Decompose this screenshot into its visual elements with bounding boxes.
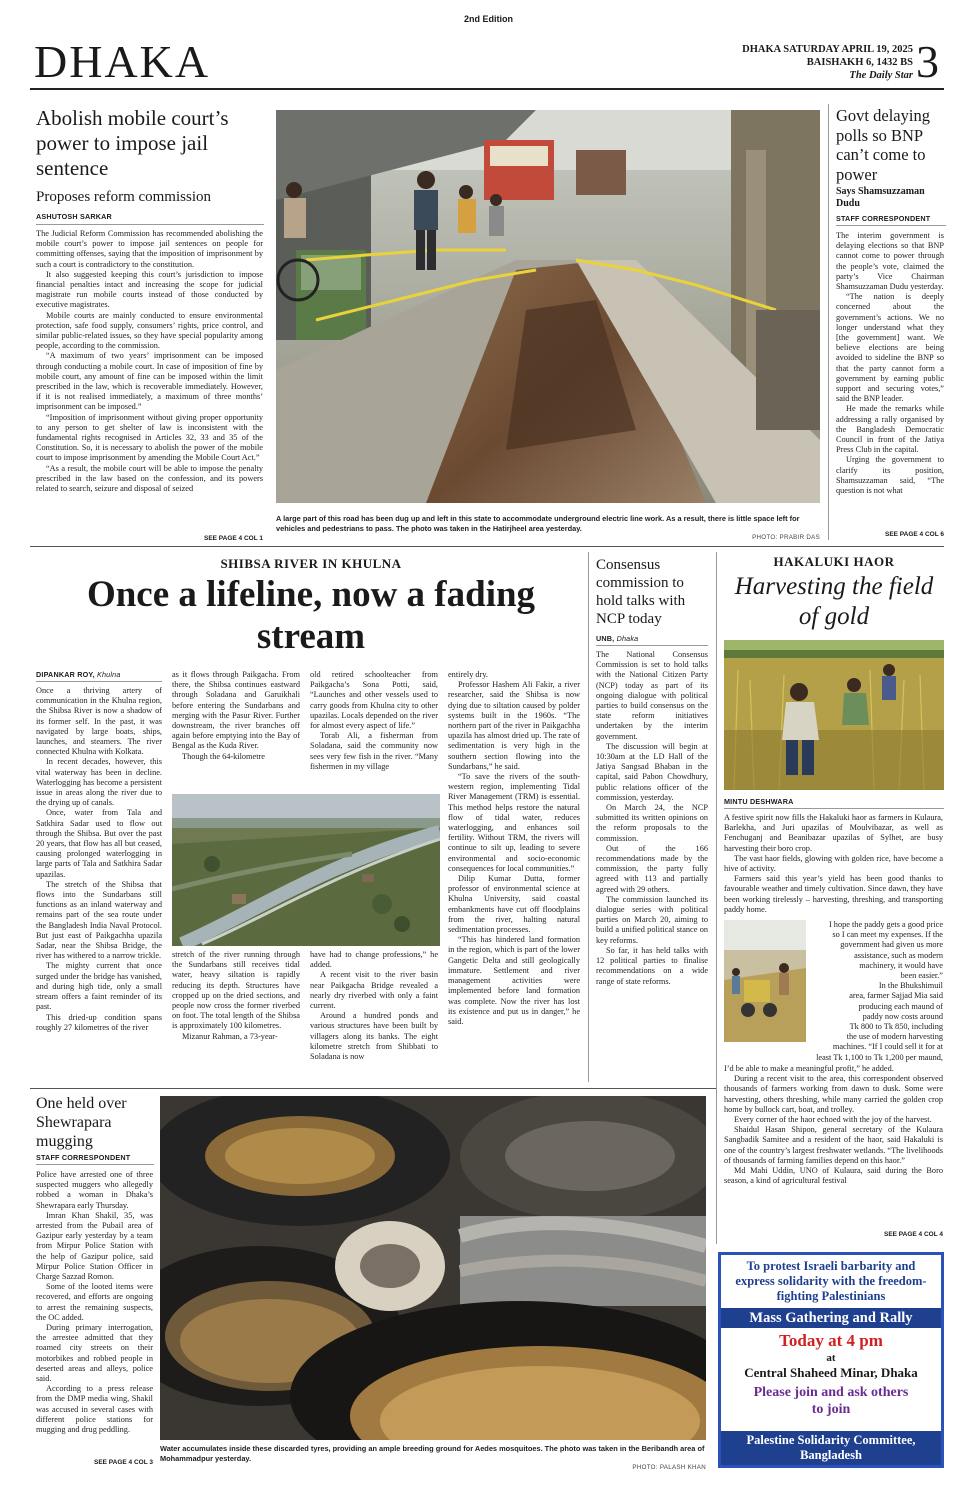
paragraph: During a recent visit to the area, this correspondent observed thousands of farmers working from dawn to dusk. Some were harvesting, others threshing, while many carried the golden crop home by bullock cart, boat, and trolley. [724,1074,943,1114]
paragraph: The stretch of the Shibsa that flows into the Sundarbans still functions as an inland waterway and remains part of the sea route under the Bangladesh India Naval Protocol. But just east of Paikgachha upazila Sadar, near the Shibsa Bridge, the river has withered to a narrow trickle. [36,879,162,961]
road-dug-photo [276,110,820,503]
paragraph: Once a thriving artery of communication in the Khulna region, the Shibsa River is now a shadow of its former self. In the past, it was navigated by large boats, ships, launches, and steamers. The river connected Khulna with Kolkata. [36,686,162,757]
paragraph: Some of the looted items were recovered, and efforts are ongoing to arrest the remaining suspects, the OC added. [36,1282,153,1322]
page-number: 3 [916,36,939,87]
paragraph: Dilip Kumar Dutta, former professor of environmental science at Khulna University, said coastal embankments have cut off floodplains from the river, halting natural sedimentation processes. [448,874,580,935]
ad-invite: Please join and ask others to join [753,1385,909,1417]
hakaluki-byline-rule [724,808,944,809]
paragraph: According to a press release from the DMP media wing, Shakil was accused in several cases with different police stations for mugging and drug peddling. [36,1384,153,1435]
wrap-line: the use of modern harvesting [846,1032,943,1042]
paragraph: So far, it has held talks with 12 political parties to finalise recommendations on a wide range of state reforms. [596,945,708,986]
consensus-body [596,650,708,1082]
consensus-byline-place: Dhaka [616,634,639,643]
hakaluki-kicker: HAKALUKI HAOR [773,554,895,569]
ad-banner: Mass Gathering and Rally [721,1308,941,1328]
bottom-photo-caption: Water accumulates inside these discarded tyres, providing an ample breeding ground for Aedes mosquitoes. The photo was taken in the Beribandh area of Mohammadpur yesterday. [160,1444,705,1463]
consensus-byline-name: UNB, [596,634,615,643]
paragraph: Shaidul Hasan Shipon, general secretary of the Kulaura Sangbadik Samitee and a resident of the haor, said Hakaluki is one of the country’s largest freshwater wetlands. “The livelihoods of thousands of farming families depend on this haor.” [724,1125,943,1165]
paragraph: On March 24, the NCP submitted its written opinions on the reform proposals to the commission. [596,803,708,843]
wrap-line: government had given us more [840,940,943,950]
tyres-illustration [160,1096,706,1440]
paragraph: Professor Hashem Ali Fakir, a river researcher, said the Shibsa is now dying due to siltation caused by polder systems built in the 1960s. “The northern part of the river in Paikgachha upazila has almost dried up. The rate of sedimentation is very high in the southern section flowing into the Sundarbans,” he said. [448,680,580,771]
thresher-photo [724,920,806,1042]
shibsa-col2-top [172,670,300,790]
top-photo-credit: PHOTO: PRABIR DAS [752,534,820,541]
wrap-line: I hope the paddy gets a good price [828,920,943,929]
mobile-court-headline: Abolish mobile court’s power to impose jail sentence [36,106,229,180]
paragraph: The discussion will begin at 10:30am at the LD Hall of the Jatiya Sangsad Bhaban in the capital, said Pabon Chowdhury, public relations officer of the commission, yesterday. [596,741,708,802]
paragraph: Mobile courts are mainly conducted to ensure environmental protection, safe food supply, consumers’ rights, price control, and similar public-related issues, so they have special popularity among people, according to the commission. [36,310,263,351]
ad-organizer: Palestine Solidarity Committee, Bangladesh [721,1431,941,1465]
consensus-byline-rule [596,645,708,646]
column-rule [588,552,589,1082]
section-title: DHAKA [34,36,211,87]
paragraph: “To save the rivers of the south-western region, implementing Tidal River Management (TRM) is essential. This method helps restore the natural flow of tidal water, reduces waterlogging, and enhances soil fertility. Without TRM, the rivers will continue to silt up, leading to severe environmental and socio-economic consequences for local communities.” [448,772,580,873]
paragraph: Md Mahi Uddin, UNO of Kulaura, said during the Boro season, a kind of agricultural festival [724,1166,943,1186]
paragraph: I’d be able to make a meaningful profit,” he added. [724,1064,894,1073]
bnp-body [836,231,944,529]
masthead-rule [30,88,944,90]
bottom-photo-credit: PHOTO: PALASH KHAN [632,1464,706,1471]
bnp-headline: Govt delaying polls so BNP can’t come to power [836,106,930,184]
shibsa-kicker: SHIBSA RIVER IN KHULNA [220,556,402,571]
column-rule [828,104,829,540]
wrap-line: been easier.” [900,971,943,981]
section-divider [30,1088,716,1089]
paragraph: The mighty current that once surged under the bridge has vanished, and during high tide, only a small stream offers a faint reminder of its past. [36,961,162,1012]
hakaluki-body-top [724,813,943,915]
harvest-photo [724,640,944,790]
bnp-byline: STAFF CORRESPONDENT [836,214,931,223]
paragraph: “This has hindered land formation in the region, which is part of the lower Gangetic Delta and still geologically immature. Settlement and river management activities were implemented before land formation was complete. Now the river has lost its existence and put us in danger,” he said. [448,935,580,1026]
paragraph: Once, water from Tala and Satkhira Sadar used to flow out through the Shibsa. But over the past 20 years, that flow has all but ceased, causing prolonged waterlogging in large parts of Tala and Satkhira Sadar upazilas. [36,808,162,879]
wrap-line: Tk 800 to Tk 850, including [849,1022,943,1032]
ad-headline: To protest Israeli barbarity and express solidarity with the freedom-fighting Palestinians [735,1259,927,1303]
paragraph: “The nation is deeply concerned about the government’s actions. We no longer understand what they [the government] want. We believe elections are being avoided to sideline the BNP so that the party cannot form a government by earning public support and securing votes,” said the BNP leader. [836,292,944,404]
paragraph: In recent decades, however, this vital waterway has been in decline. Waterlogging has become a persistent issue in areas along the river due to the drying up of canals. [36,757,162,808]
road-dug-illustration [276,110,820,503]
column-rule [716,552,717,1244]
paragraph: old retired schoolteacher from Paikgacha’s Sona Potti, said, “Launches and other vessels used to carry goods from Khulna city to other upazilas. Locals depended on the river for almost every aspect of life.” [310,670,438,731]
mobile-court-body [36,229,263,532]
bnp-subhead: Says Shamsuzzaman Dudu [836,186,925,209]
paragraph: The vast haor fields, glowing with golden rice, have become a hive of activity. [724,853,943,874]
wrap-line: assistance, such as modern [854,950,943,960]
paragraph: Around a hundred ponds and various structures have been built by villagers along its banks. The eight kilometre stretch from Shibbati to Soladana is now [310,1011,438,1062]
edition-label: 2nd Edition [464,14,513,24]
paragraph: It also suggested keeping this court’s jurisdiction to impose financial penalties intact and increasing the scope for judicial magistrate run mobile courts instead of those conducted by executive magistrates. [36,269,263,310]
shibsa-col1 [36,686,162,1082]
top-photo-caption: A large part of this road has been dug up and left in this state to accommodate underground electric line work. As a result, there is little space left for vehicles and pedestrians to pass. The photo was taken in the Hatirjheel area yesterday. [276,514,800,533]
mugging-byline-rule [36,1164,154,1165]
paragraph: Torab Ali, a fisherman from Soladana, said the community now sees very few fish in the river. “Many fishermen in my village [310,731,438,771]
paper-logo: The Daily Star [849,70,913,81]
wrap-line: machines. “If I could sell it for at [832,1042,943,1052]
shibsa-col2-bottom [172,950,300,1082]
shibsa-river-photo [172,794,440,946]
ad-venue: Central Shaheed Minar, Dhaka [744,1365,918,1380]
masthead-bangla-date: BAISHAKH 6, 1432 BS [806,57,913,68]
wrap-line: paddy now costs around [862,1011,943,1021]
solidarity-ad [718,1252,944,1468]
wrap-line: machinery, it would have [859,960,943,970]
shibsa-col3-top [310,670,438,790]
mugging-jump: SEE PAGE 4 COL 3 [93,1459,153,1466]
mobile-court-byline: ASHUTOSH SARKAR [36,212,112,221]
harvest-illustration [724,640,944,790]
thresher-illustration [724,920,806,1042]
shibsa-headline: Once a lifeline, now a fading stream [86,574,536,657]
bnp-byline-rule [836,225,946,226]
wrap-line: In the Bhukshimuil [878,981,943,991]
section-divider [30,546,944,547]
paragraph: This dried-up condition spans roughly 27 kilometres of the river [36,1012,162,1032]
paragraph: “A maximum of two years’ imprisonment can be imposed through conducting a mobile court. In case of imposition of fine by mobile court, any amount of fine can be imposed within the limit prescribed in the law, which is recoverable immediately. However, if it is not realised immediately, a maximum of three months’ imprisonment can be imposed.” [36,351,263,412]
paragraph: Urging the government to clarify its position, Shamsuzzaman said, “The question is not what [836,455,944,496]
paragraph: The commission launched its dialogue series with political parties on March 20, aiming to build a unified political stance on key reforms. [596,894,708,945]
shibsa-byline [36,670,121,679]
paragraph: A recent visit to the river basin near Paikgacha Bridge revealed a nearly dry riverbed with only a faint current. [310,970,438,1011]
mugging-headline: One held over Shewrapara mugging [36,1095,127,1150]
paragraph: as it flows through Paikgacha. From there, the Shibsa continues eastward through Soladana and Garuikhali before entering the Sundarbans and merging with the Pasur River. Further downstream, the river branches off again before emptying into the Bay of Bengal as the Kuda River. [172,670,300,751]
paragraph: Out of the 166 recommendations made by the commission, the party fully agreed with 113 and partially agreed with 29 others. [596,843,708,894]
paragraph: The Judicial Reform Commission has recommended abolishing the mobile court’s power to impose jail sentences on people for committing offenses, saying that the imposition of imprisonment by such a court is contradictory to the constitution. [36,229,263,269]
paragraph: Police have arrested one of three suspected muggers who allegedly robbed a woman in Dhaka’s Shewrapara early Thursday. [36,1170,153,1210]
mugging-byline: STAFF CORRESPONDENT [36,1153,131,1162]
paragraph: have had to change professions,” he added. [310,950,438,970]
wrap-line: area, farmer Sajjad Mia said [849,991,943,1001]
paragraph: He made the remarks while addressing a rally organised by the Bangladesh Democratic Council in front of the Jatiya Press Club in the capital. [836,404,944,455]
paragraph: Imran Khan Shakil, 35, was arrested from the Pubail area of Gazipur early yesterday by a team from Mirpur Police Station with the help of Gazipur police, said Mirpur Police Station Officer in Charge Sazzad Romon. [36,1210,153,1282]
wrap-line: so I can meet my expenses. If the [832,930,943,940]
paragraph: Every corner of the haor echoed with the joy of the harvest. [734,1115,932,1125]
hakaluki-wrap [810,920,943,1063]
paragraph: “As a result, the mobile court will be able to impose the penalty prescribed in the law based on the confession, and its powers related to search, seizure and disposal of seized [36,463,263,494]
hakaluki-body-bottom [724,1064,943,1228]
shibsa-byline-place: Khulna [96,670,121,679]
hakaluki-byline: MINTU DESHWARA [724,797,794,806]
shibsa-byline-name: DIPANKAR ROY, [36,670,95,679]
hakaluki-jump: SEE PAGE 4 COL 4 [883,1231,943,1238]
paragraph: Mizanur Rahman, a 73-year- [182,1031,278,1041]
hakaluki-headline: Harvesting the field of gold [734,573,934,630]
paragraph: stretch of the river running through the Sundarbans still receives tidal water, heavy siltation is rapidly reducing its depth. Structures have cropped up on the dried sections, and people now cross the former riverbed on foot. The total length of the Shibsa is approximately 100 kilometres. [172,950,300,1031]
shibsa-col3-bottom [310,950,438,1082]
wrap-line: producing each maund of [858,1001,943,1011]
paragraph: entirely dry. [448,670,489,679]
masthead-date: DHAKA SATURDAY APRIL 19, 2025 [742,44,913,55]
paragraph: Though the 64-kilometre [182,751,265,761]
paragraph: Farmers said this year’s yield has been good thanks to favourable weather and timely cultivation. Since dawn, they have been working tirelessly – harvesting, threshing, and transporting paddy home. [724,874,943,914]
ad-time: Today at 4 pm [779,1331,883,1350]
wrap-line: least Tk 1,100 to Tk 1,200 per maund, [816,1052,943,1062]
paragraph: During primary interrogation, the arrestee admitted that they roamed city streets on their motorbikes and robbed people in deserted areas and alleys, police said. [36,1323,153,1384]
paragraph: A festive spirit now fills the Hakaluki haor as farmers in Kulaura, Barlekha, and Juri upazilas of Moulvibazar, as well as Fenchuganj and Beanibazar upazilas of Sylhet, are busy harvesting their boro crop. [724,813,943,853]
mugging-body [36,1170,153,1456]
ad-at: at [826,1352,836,1364]
shibsa-byline-rule [36,681,162,682]
consensus-headline: Consensus commission to hold talks with NCP today [596,557,686,627]
tyres-photo [160,1096,706,1440]
mobile-court-subhead: Proposes reform commission [36,189,211,205]
consensus-byline [596,634,638,643]
shibsa-col4 [448,670,580,1082]
paragraph: The interim government is delaying elections so that BNP cannot come to power through the people’s vote, claimed the party’s Vice Chairman Shamsuzzaman Dudu yesterday. [836,231,944,292]
mobile-court-byline-rule [36,224,264,225]
paragraph: The National Consensus Commission is set to hold talks with the National Citizen Party (NCP) today as part of its ongoing dialogue with political parties to build consensus on the state reform initiatives undertaken by the interim government. [596,650,708,741]
bnp-jump: SEE PAGE 4 COL 6 [884,531,944,538]
river-illustration [172,794,440,946]
paragraph: “Imposition of imprisonment without giving proper opportunity to any person to get shelter of law is inconsistent with the fundamental rights recognised in Articles 32, 33 and 35 of the Constitution. So, it is necessary to abolish the power of the mobile court to impose imprisonment by amending the Mobile Court Act.” [36,412,263,463]
mobile-court-jump: SEE PAGE 4 COL 1 [203,535,263,542]
